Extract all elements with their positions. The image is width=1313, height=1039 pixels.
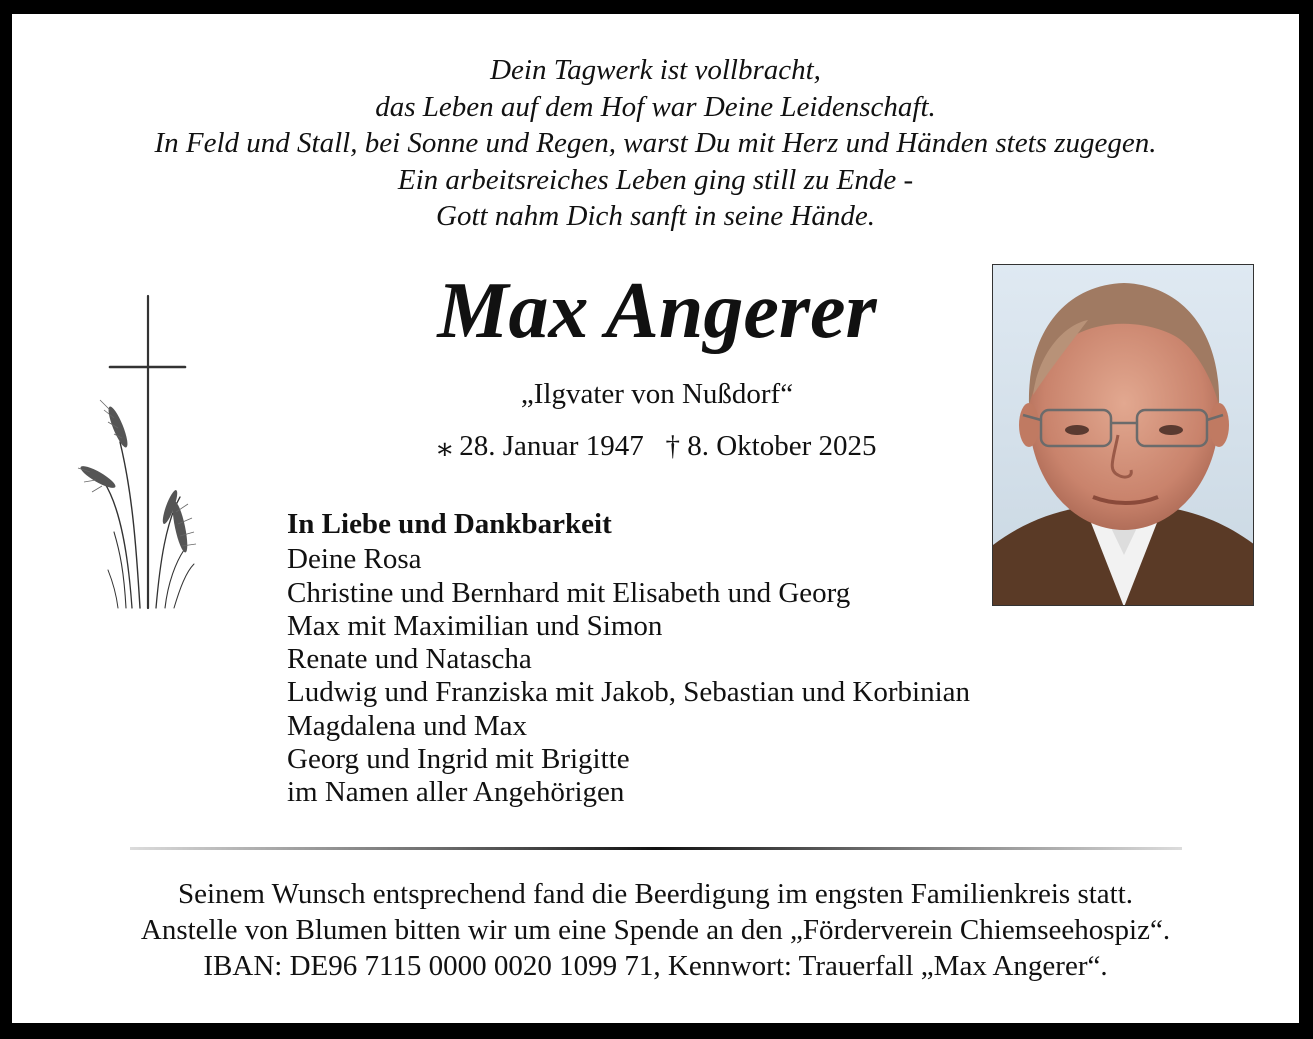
cross-with-wheat-icon — [70, 292, 200, 612]
mourner-line: Ludwig und Franziska mit Jakob, Sebastian und Korbinian — [287, 676, 971, 709]
life-dates — [242, 428, 1072, 464]
divider — [130, 847, 1182, 850]
mourner-line: Magdalena und Max — [287, 709, 527, 742]
mourner-line: Renate und Natascha — [287, 643, 532, 676]
poem-line: In Feld und Stall, bei Sonne und Regen, warst Du mit Herz und Händen stets zugegen. — [154, 127, 1157, 159]
obituary-notice — [12, 14, 1299, 1023]
death-date: † 8. Oktober 2025 — [665, 430, 877, 462]
memorial-poem — [12, 52, 1299, 235]
poem-line: Gott nahm Dich sanft in seine Hände. — [436, 200, 875, 232]
mourner-line: Deine Rosa — [287, 543, 422, 576]
mourner-line: Georg und Ingrid mit Brigitte — [287, 743, 630, 776]
mourners-heading: In Liebe und Dankbarkeit — [287, 508, 612, 540]
notice-line: Seinem Wunsch entsprechend fand die Beerdigung im engsten Familienkreis statt. — [177, 878, 1134, 910]
deceased-nickname: „Ilgvater von Nußdorf“ — [520, 378, 794, 410]
mourner-line: im Namen aller Angehörigen — [287, 776, 625, 809]
poem-line: das Leben auf dem Hof war Deine Leidenschaft. — [375, 90, 936, 123]
mourners-list — [287, 508, 1137, 810]
notice-line: IBAN: DE96 7115 0000 0020 1099 71, Kennwort: Trauerfall „Max Angerer“. — [203, 950, 1108, 982]
notice-line: Anstelle von Blumen bitten wir um eine Spende an den „Förderverein Chiemseehospiz“. — [140, 914, 1171, 946]
poem-line: Ein arbeitsreiches Leben ging still zu Ende - — [397, 163, 914, 196]
funeral-notice — [12, 876, 1299, 984]
mourner-line: Max mit Maximilian und Simon — [287, 609, 663, 642]
birth-date: ⁎ 28. Januar 1947 — [437, 430, 644, 462]
poem-line: Dein Tagwerk ist vollbracht, — [490, 54, 821, 86]
deceased-name: Max Angerer — [437, 267, 877, 355]
mourner-line: Christine und Bernhard mit Elisabeth und Georg — [287, 576, 851, 609]
